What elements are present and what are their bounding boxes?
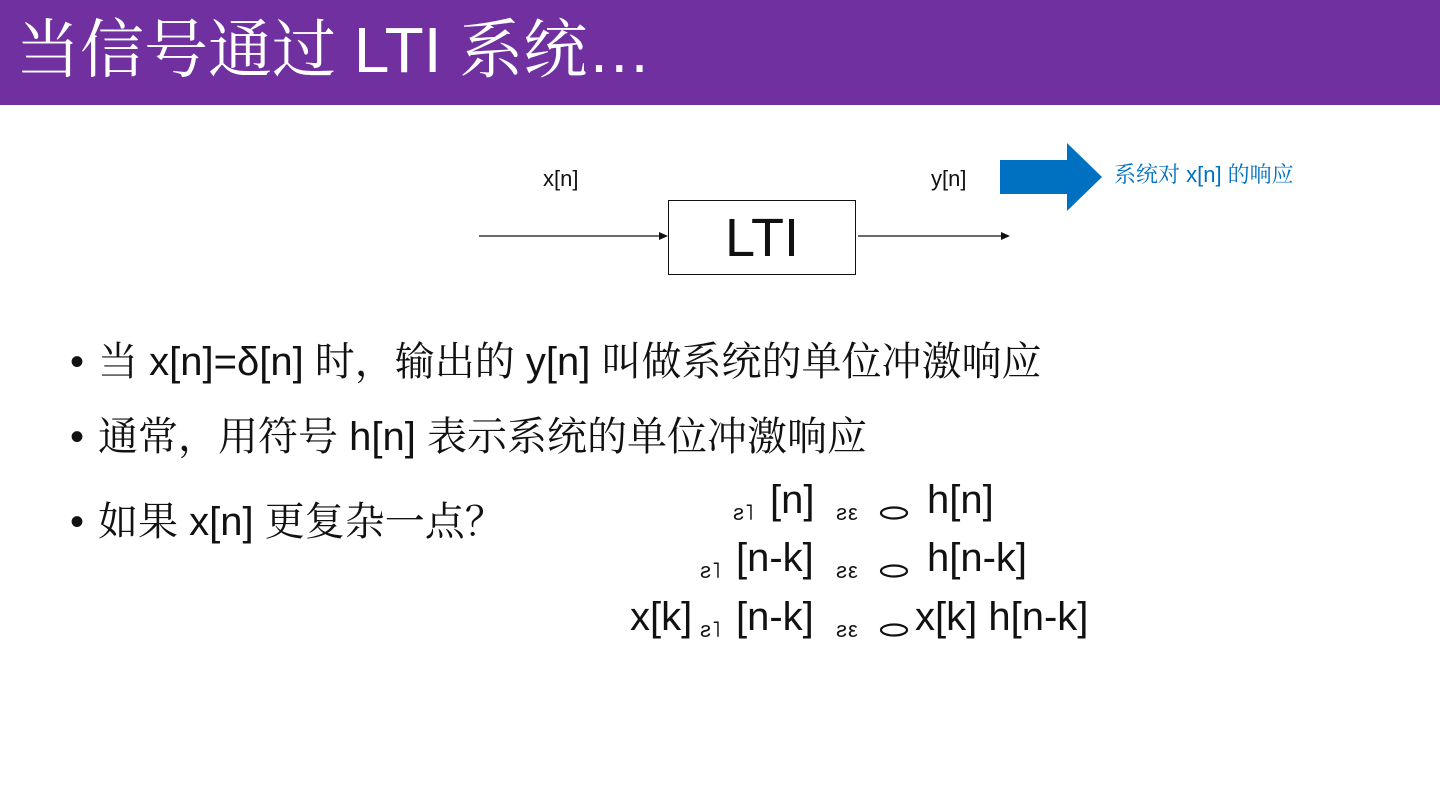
output-arrow-head xyxy=(1001,232,1010,240)
response-label: 系统对 x[n] 的响应 xyxy=(1114,162,1294,187)
equation-glyph: ƨε xyxy=(836,617,859,642)
bullet-text: 如果 x[n] 更复杂一点？ xyxy=(98,500,505,544)
lti-system-label: LTI xyxy=(724,207,799,268)
equation-glyph: ƨ˥ xyxy=(700,617,722,642)
bullet-item xyxy=(70,330,1042,387)
bullet-text: 通常，用符号 h[n] 表示系统的单位冲激响应 xyxy=(98,415,867,459)
equation-lhs: [n-k] xyxy=(736,536,814,580)
equation-glyph: ƨε xyxy=(836,558,859,583)
bullet-text: 当 x[n]=δ[n] 时，输出的 y[n] 叫做系统的单位冲激响应 xyxy=(98,340,1042,384)
equation-rhs: h[n] xyxy=(927,478,994,522)
response-block-arrow xyxy=(1000,143,1102,211)
equation-glyph: ƨ˥ xyxy=(700,558,722,583)
equation-lhs: [n-k] xyxy=(736,595,814,639)
equation-glyph: ƨε xyxy=(836,500,859,525)
output-label: y[n] xyxy=(931,166,967,191)
oval-icon xyxy=(881,508,907,519)
input-label: x[n] xyxy=(543,166,579,191)
equation-rhs: h[n-k] xyxy=(927,536,1028,580)
oval-icon xyxy=(881,566,907,577)
equation-glyph: ƨ˥ xyxy=(733,500,755,525)
oval-icon xyxy=(881,625,907,636)
bullet-item xyxy=(70,490,505,547)
equation-lhs: [n] xyxy=(770,478,815,522)
slide-title: 当信号通过 LTI 系统… xyxy=(16,14,652,86)
equation-lhs-prefix: x[k] xyxy=(630,595,693,639)
bullet-dot-icon: • xyxy=(70,340,85,384)
input-arrow-head xyxy=(659,232,668,240)
equation-rhs: x[k] h[n-k] xyxy=(915,595,1089,639)
bullet-dot-icon: • xyxy=(70,500,85,544)
bullet-dot-icon: • xyxy=(70,415,85,459)
lti-system-box xyxy=(668,200,856,275)
bullet-item xyxy=(70,405,867,462)
